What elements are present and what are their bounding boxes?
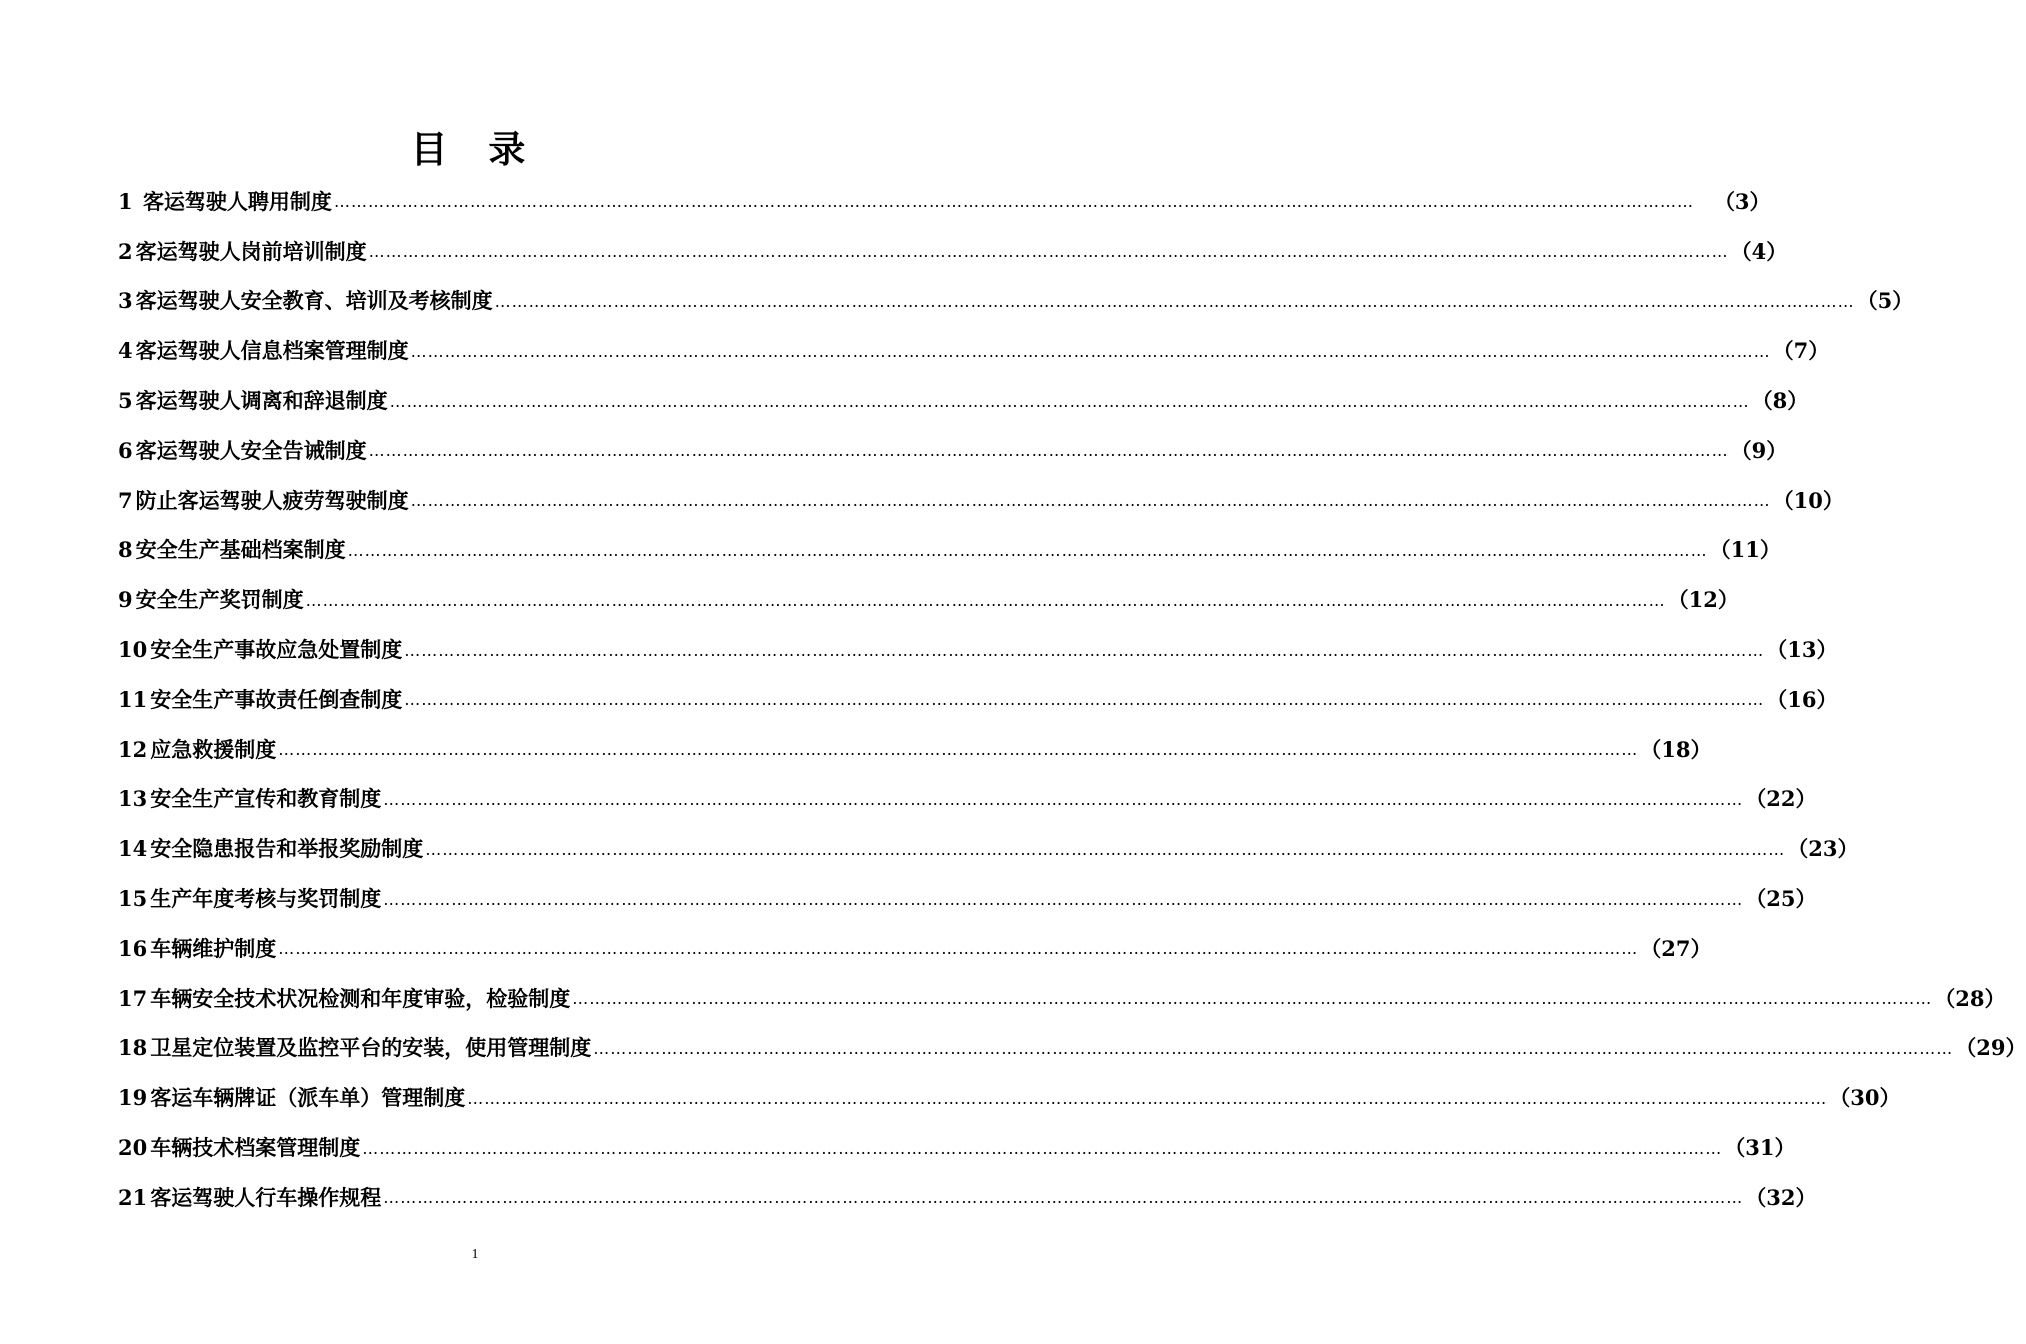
dot-leader: …………………………………………………………………………………………………………………………………………………………………………………………………………………… xyxy=(467,1088,1828,1108)
toc-entry-label xyxy=(118,385,388,415)
toc-entry-number: 1 xyxy=(118,188,140,214)
toc-entry-number: 3 xyxy=(118,288,133,314)
dot-leader: …………………………………………………………………………………………………………………………………………………………………………………………………………………… xyxy=(305,590,1666,610)
toc-entry[interactable] xyxy=(118,724,1712,774)
toc-entry-number: 16 xyxy=(118,935,148,961)
toc-entry[interactable] xyxy=(118,425,1788,475)
toc-entry-number: 15 xyxy=(118,886,148,912)
toc-entry-label xyxy=(118,833,423,863)
toc-entry-page: （13） xyxy=(1766,637,1838,663)
toc-entry-label xyxy=(118,186,332,216)
toc-entry-title: 客运驾驶人安全教育、培训及考核制度 xyxy=(135,288,493,314)
toc-entry-title: 防止客运驾驶人疲劳驾驶制度 xyxy=(135,487,409,513)
toc-entry-page: （8） xyxy=(1751,388,1809,414)
toc-entry-title: 客运驾驶人岗前培训制度 xyxy=(135,238,367,264)
toc-entry-title: 客运驾驶人聘用制度 xyxy=(142,188,332,214)
toc-entry-page: （25） xyxy=(1745,886,1817,912)
toc-entry[interactable] xyxy=(118,525,1781,575)
dot-leader: …………………………………………………………………………………………………………………………………………………………………………………………………………………… xyxy=(333,192,1694,212)
toc-entry-page: （5） xyxy=(1856,288,1914,314)
toc-entry-title: 客运驾驶人调离和辞退制度 xyxy=(135,388,388,414)
toc-entry-number: 8 xyxy=(118,537,133,563)
toc-entry-title: 卫星定位装置及监控平台的安装，使用管理制度 xyxy=(150,1035,592,1061)
toc-entry-label xyxy=(118,236,367,266)
toc-entry-title: 车辆技术档案管理制度 xyxy=(150,1135,361,1161)
toc-entry[interactable] xyxy=(118,375,1809,425)
toc-entry-page: （23） xyxy=(1787,836,1859,862)
toc-entry-page: （30） xyxy=(1829,1085,1901,1111)
toc-entry-label xyxy=(118,1132,360,1162)
toc-entry[interactable] xyxy=(118,325,1830,375)
dot-leader: …………………………………………………………………………………………………………………………………………………………………………………………………………………… xyxy=(347,540,1708,560)
toc-entry-number: 4 xyxy=(118,338,133,364)
toc-entry[interactable] xyxy=(118,475,1844,525)
dot-leader: …………………………………………………………………………………………………………………………………………………………………………………………………………………… xyxy=(368,441,1729,461)
toc-entry-title: 安全生产宣传和教育制度 xyxy=(150,786,382,812)
toc-entry-number: 18 xyxy=(118,1035,148,1061)
toc-entry-number: 19 xyxy=(118,1085,148,1111)
toc-entry[interactable] xyxy=(118,1072,1901,1122)
toc-entry-title: 客运驾驶人安全告诫制度 xyxy=(135,437,367,463)
toc-entry[interactable] xyxy=(118,923,1712,973)
toc-entry-page: （16） xyxy=(1766,686,1838,712)
dot-leader: …………………………………………………………………………………………………………………………………………………………………………………………………………………… xyxy=(383,1188,1744,1208)
toc-entry-label xyxy=(118,1182,381,1212)
toc-entry-label xyxy=(118,634,402,664)
dot-leader: …………………………………………………………………………………………………………………………………………………………………………………………………………………… xyxy=(383,889,1744,909)
dot-leader: …………………………………………………………………………………………………………………………………………………………………………………………………………………… xyxy=(404,690,1765,710)
toc-entry-page: （4） xyxy=(1730,238,1788,264)
toc-entry-page: （28） xyxy=(1934,985,2006,1011)
toc-entry-title: 应急救援制度 xyxy=(150,736,277,762)
toc-entry-label xyxy=(118,534,346,564)
toc-entry-number: 17 xyxy=(118,985,148,1011)
toc-entry[interactable] xyxy=(118,1023,2026,1073)
toc-entry-page: （11） xyxy=(1709,537,1781,563)
toc-entry-label xyxy=(118,734,276,764)
table-of-contents xyxy=(118,176,2026,1222)
toc-entry-number: 5 xyxy=(118,388,133,414)
toc-entry-title: 车辆维护制度 xyxy=(150,935,277,961)
toc-entry[interactable] xyxy=(118,226,1788,276)
dot-leader: …………………………………………………………………………………………………………………………………………………………………………………………………………………… xyxy=(404,640,1765,660)
toc-entry-page: （27） xyxy=(1640,935,1712,961)
dot-leader: …………………………………………………………………………………………………………………………………………………………………………………………………………………… xyxy=(389,391,1750,411)
toc-entry-page: （32） xyxy=(1745,1184,1817,1210)
toc-entry-number: 7 xyxy=(118,487,133,513)
dot-leader: …………………………………………………………………………………………………………………………………………………………………………………………………………………… xyxy=(362,1138,1723,1158)
toc-entry-number: 9 xyxy=(118,587,133,613)
page-title: 目 录 xyxy=(410,127,540,171)
toc-entry-number: 10 xyxy=(118,637,148,663)
toc-entry-label xyxy=(118,1032,591,1062)
toc-entry-number: 12 xyxy=(118,736,148,762)
toc-entry-label xyxy=(118,983,570,1013)
toc-entry[interactable] xyxy=(118,674,1838,724)
toc-entry-title: 安全生产事故应急处置制度 xyxy=(150,637,403,663)
toc-entry-title: 客运驾驶人信息档案管理制度 xyxy=(135,338,409,364)
toc-entry[interactable] xyxy=(118,823,1859,873)
toc-entry-title: 安全隐患报告和举报奖励制度 xyxy=(150,836,424,862)
toc-entry-label xyxy=(118,335,409,365)
dot-leader: …………………………………………………………………………………………………………………………………………………………………………………………………………………… xyxy=(383,789,1744,809)
toc-entry-page: （22） xyxy=(1745,786,1817,812)
toc-entry-page: （3） xyxy=(1713,188,1771,214)
toc-entry-title: 车辆安全技术状况检测和年度审验，检验制度 xyxy=(150,985,571,1011)
toc-entry-title: 客运车辆牌证（派车单）管理制度 xyxy=(150,1085,466,1111)
toc-entry-title: 安全生产事故责任倒查制度 xyxy=(150,686,403,712)
toc-entry-label xyxy=(118,684,402,714)
toc-entry[interactable] xyxy=(118,973,2006,1023)
toc-entry-label xyxy=(118,783,381,813)
toc-entry-number: 14 xyxy=(118,836,148,862)
toc-entry[interactable] xyxy=(118,774,1817,824)
toc-entry-title: 安全生产基础档案制度 xyxy=(135,537,346,563)
toc-entry-number: 6 xyxy=(118,437,133,463)
toc-entry[interactable] xyxy=(118,1172,1817,1222)
dot-leader: …………………………………………………………………………………………………………………………………………………………………………………………………………………… xyxy=(410,341,1771,361)
toc-entry-label xyxy=(118,933,276,963)
dot-leader: …………………………………………………………………………………………………………………………………………………………………………………………………………………… xyxy=(593,1038,1954,1058)
toc-entry[interactable] xyxy=(118,624,1838,674)
toc-entry-label xyxy=(118,485,409,515)
toc-entry[interactable] xyxy=(118,176,1771,226)
toc-entry[interactable] xyxy=(118,1122,1796,1172)
toc-entry-number: 21 xyxy=(118,1184,148,1210)
dot-leader: …………………………………………………………………………………………………………………………………………………………………………………………………………………… xyxy=(572,989,1933,1009)
dot-leader: …………………………………………………………………………………………………………………………………………………………………………………………………………………… xyxy=(278,939,1639,959)
toc-entry-page: （12） xyxy=(1667,587,1739,613)
toc-entry[interactable] xyxy=(118,873,1817,923)
toc-entry-title: 安全生产奖罚制度 xyxy=(135,587,304,613)
toc-entry[interactable] xyxy=(118,276,1914,326)
dot-leader: …………………………………………………………………………………………………………………………………………………………………………………………………………………… xyxy=(278,740,1639,760)
toc-entry-page: （29） xyxy=(1955,1035,2026,1061)
toc-entry-title: 生产年度考核与奖罚制度 xyxy=(150,886,382,912)
toc-entry-label xyxy=(118,435,367,465)
toc-entry[interactable] xyxy=(118,574,1739,624)
toc-entry-label xyxy=(118,883,381,913)
toc-entry-label xyxy=(118,285,493,315)
toc-entry-page: （7） xyxy=(1772,338,1830,364)
toc-entry-page: （9） xyxy=(1730,437,1788,463)
toc-entry-title: 客运驾驶人行车操作规程 xyxy=(150,1184,382,1210)
toc-entry-number: 13 xyxy=(118,786,148,812)
dot-leader: …………………………………………………………………………………………………………………………………………………………………………………………………………………… xyxy=(368,242,1729,262)
dot-leader: …………………………………………………………………………………………………………………………………………………………………………………………………………………… xyxy=(494,291,1855,311)
page-number: 1 xyxy=(471,1247,479,1262)
toc-entry-number: 2 xyxy=(118,238,133,264)
toc-entry-label xyxy=(118,1082,465,1112)
toc-entry-page: （10） xyxy=(1772,487,1844,513)
toc-entry-number: 11 xyxy=(118,686,148,712)
toc-entry-page: （18） xyxy=(1640,736,1712,762)
dot-leader: …………………………………………………………………………………………………………………………………………………………………………………………………………………… xyxy=(425,839,1786,859)
dot-leader: …………………………………………………………………………………………………………………………………………………………………………………………………………………… xyxy=(410,491,1771,511)
toc-entry-label xyxy=(118,584,304,614)
toc-entry-number: 20 xyxy=(118,1135,148,1161)
toc-entry-page: （31） xyxy=(1724,1135,1796,1161)
